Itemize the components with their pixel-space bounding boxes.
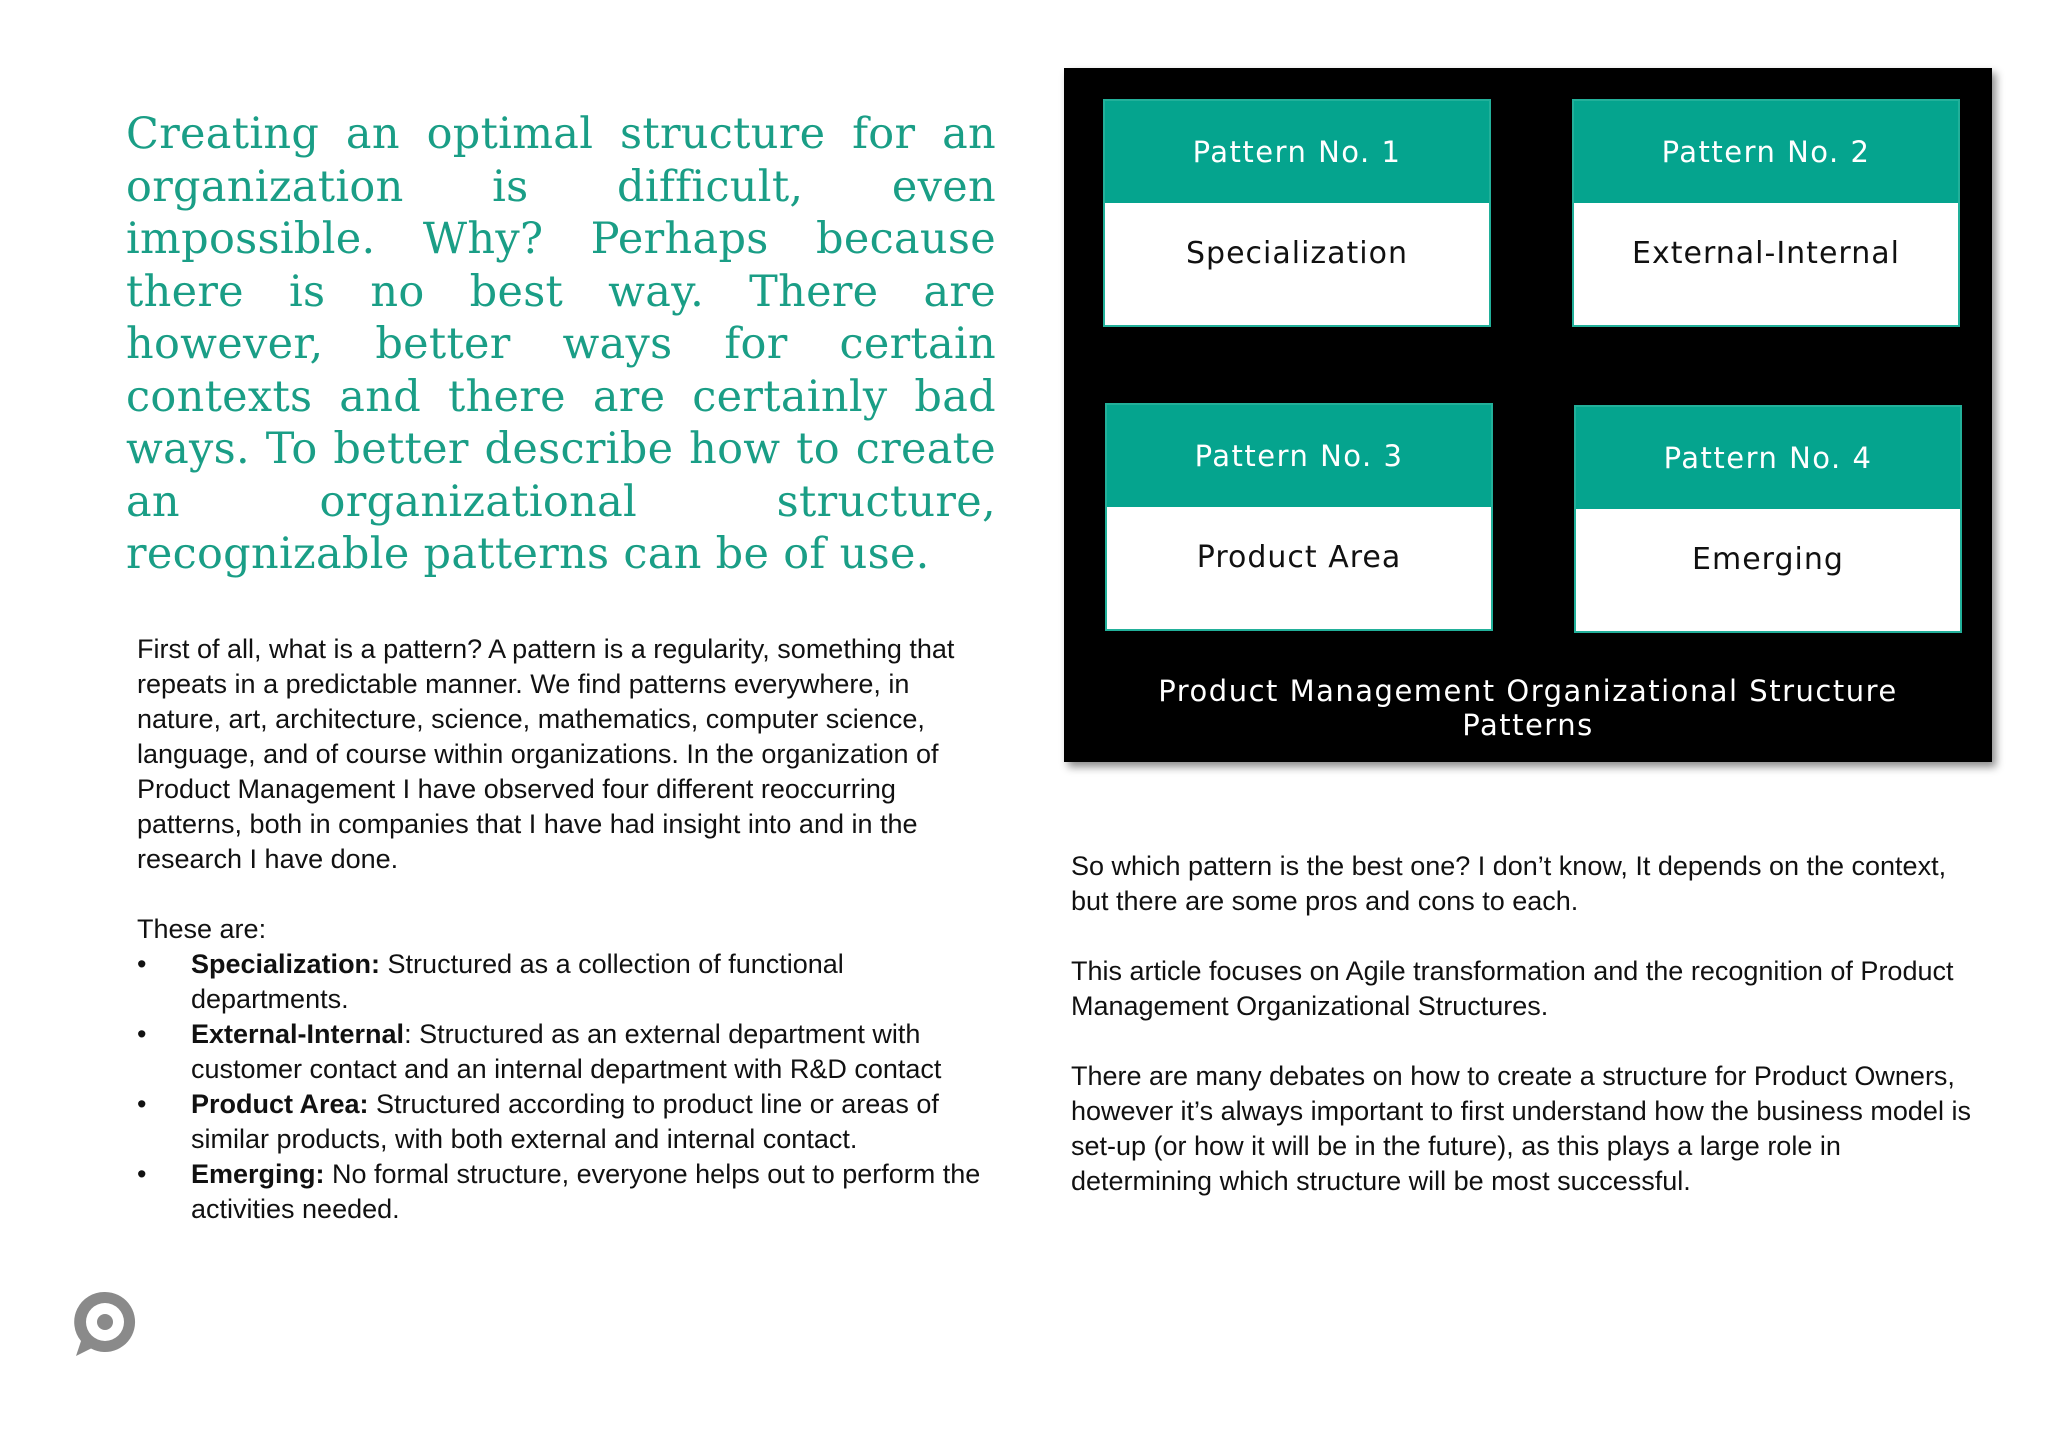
pattern-card-header: Pattern No. 2	[1574, 101, 1958, 203]
spacer	[137, 877, 997, 912]
right-column	[1071, 849, 1971, 1199]
bullet-desc: No formal structure, everyone helps out to perform the activities needed.	[191, 1159, 981, 1224]
bullet-desc: Structured according to product line or areas of similar products, with both external and internal contact.	[191, 1089, 939, 1154]
bullet-glyph: •	[137, 949, 147, 979]
figure-caption	[1064, 674, 1992, 742]
bullet-term: External-Internal	[191, 1019, 405, 1049]
pattern-card-2	[1572, 99, 1960, 327]
spacer	[1071, 1024, 1971, 1059]
bullet-glyph: •	[137, 1019, 147, 1049]
pattern-card-3	[1105, 403, 1493, 631]
left-column	[137, 632, 997, 1227]
bullet-external-internal	[137, 1017, 997, 1087]
bullet-desc: : Structured as an external department with customer contact and an internal department with R&D contact	[191, 1019, 942, 1084]
spacer	[1071, 919, 1971, 954]
bullet-emerging	[137, 1157, 997, 1227]
bullet-specialization	[137, 947, 997, 1017]
pattern-card-name: Emerging	[1692, 541, 1844, 577]
bullet-glyph: •	[137, 1089, 147, 1119]
bullet-term: Specialization:	[191, 949, 381, 979]
pattern-card-name: External-Internal	[1632, 235, 1900, 271]
pattern-card-name: Specialization	[1185, 235, 1409, 271]
lede-paragraph: Creating an optimal structure for an organization is difficult, even impossible. Why? Perhaps because there is no best way. There are however, better ways for certain contexts and there are certainly bad ways. To better describe how to create an organizational structure, recognizable patterns can be of use.	[126, 109, 996, 579]
figure-caption-line-2: Patterns	[1462, 708, 1594, 742]
pattern-card-4	[1574, 405, 1962, 633]
figure-caption-line-1: Product Management Organizational Structure	[1158, 674, 1898, 708]
bullet-term: Emerging:	[191, 1159, 325, 1189]
intro-paragraph: First of all, what is a pattern? A pattern is a regularity, something that repeats in a predictable manner. We find patterns everywhere, in nature, art, architecture, science, mathematics, computer science, language, and of course within organizations. In the organization of Product Management I have observed four different reoccurring patterns, both in companies that I have had insight into and in the research I have done.	[137, 634, 955, 874]
pattern-card-header: Pattern No. 1	[1105, 101, 1489, 203]
patterns-figure	[1064, 68, 1992, 762]
right-paragraph-1: So which pattern is the best one? I don’t know, It depends on the context, but there are some pros and cons to each.	[1071, 851, 1947, 916]
pattern-card-name: Product Area	[1196, 539, 1402, 575]
bullet-term: Product Area:	[191, 1089, 369, 1119]
speech-bubble-logo-icon	[70, 1288, 140, 1358]
bullet-desc: Structured as a collection of functional departments.	[191, 949, 844, 1014]
pattern-bullet-list	[137, 947, 997, 1227]
right-paragraph-2: This article focuses on Agile transformation and the recognition of Product Management Organizational Structures.	[1071, 956, 1954, 1021]
pattern-card-1	[1103, 99, 1491, 327]
bullet-product-area	[137, 1087, 997, 1157]
bullet-glyph: •	[137, 1159, 147, 1189]
these-are-label: These are:	[137, 914, 267, 944]
right-paragraph-3: There are many debates on how to create a structure for Product Owners, however it’s always important to first understand how the business model is set-up (or how it will be in the future), as this plays a large role in determining which structure will be most successful.	[1071, 1061, 1971, 1196]
pattern-card-header: Pattern No. 3	[1107, 405, 1491, 507]
pattern-card-header: Pattern No. 4	[1576, 407, 1960, 509]
